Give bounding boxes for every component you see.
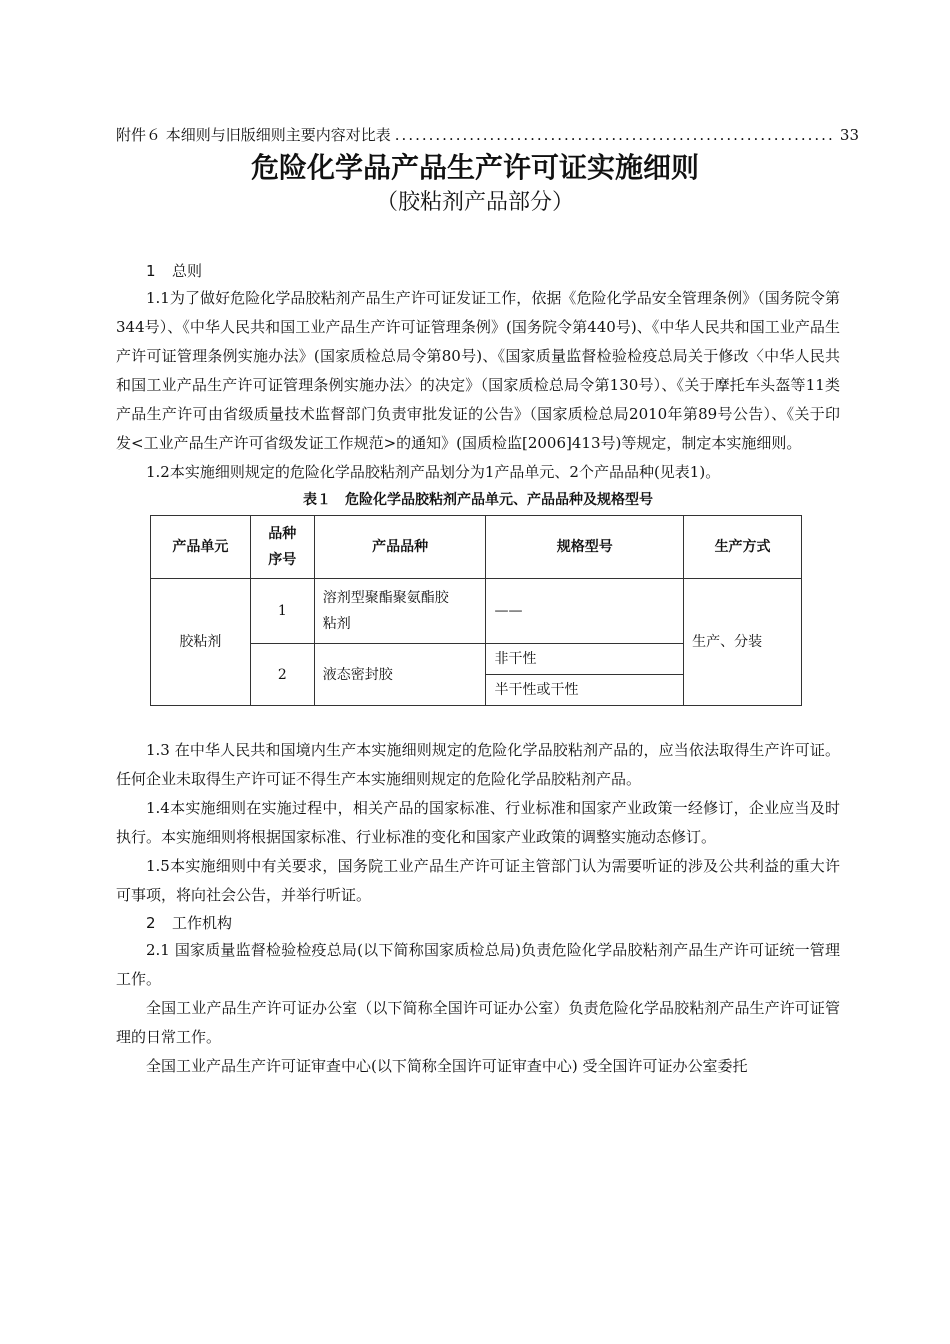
cell-seq-1: 1: [250, 579, 314, 644]
cell-spec-2a: 非干性: [486, 644, 684, 675]
document-body: [116, 258, 840, 1081]
toc-entry: [116, 124, 859, 146]
cell-spec-2b: 半干性或干性: [486, 675, 684, 706]
section-heading-general: [146, 258, 840, 284]
toc-label: 附件６ 本细则与旧版细则主要内容对比表: [116, 126, 391, 144]
table-row: [151, 579, 802, 644]
product-unit-table: [150, 515, 802, 706]
paragraph-1-4: 1.4本实施细则在实施过程中，相关产品的国家标准、行业标准和国家产业政策一经修订，企业应当及时执行。本实施细则将根据国家标准、行业标准的变化和国家产业政策的调整实施动态修订。: [116, 799, 840, 846]
section-title: 总则: [172, 262, 203, 280]
header-variety: 产品品种: [314, 516, 486, 579]
document-subtitle: （胶粘剂产品部分）: [375, 190, 574, 215]
section-number: 2: [146, 914, 156, 932]
section-heading-agency: [146, 910, 840, 936]
cell-spec-1: ——: [486, 579, 684, 644]
toc-page-number: 33: [839, 126, 859, 144]
header-spec: 规格型号: [486, 516, 684, 579]
cell-variety-2: 液态密封胶: [314, 644, 486, 706]
header-seq: 品种 序号: [250, 516, 314, 579]
paragraph-1-5: 1.5本实施细则中有关要求，国务院工业产品生产许可证主管部门认为需要听证的涉及公共利益的重大许可事项，将向社会公告，并举行听证。: [116, 857, 840, 904]
cell-unit: 胶粘剂: [151, 579, 251, 706]
section-number: 1: [146, 262, 156, 280]
cell-variety-1: 溶剂型聚酯聚氨酯胶 粘剂: [314, 579, 486, 644]
paragraph-1-1: 1.1为了做好危险化学品胶粘剂产品生产许可证发证工作，依据《危险化学品安全管理条例》（国务院令第344号）、《中华人民共和国工业产品生产许可证管理条例》(国务院令第440号)、《中华人民共和国工业产品生产许可证管理条例实施办法》(国家质检总局令第80号)、《国家质量监督检验检疫总局关于修改〈中华人民共和国工业产品生产许可证管理条例实施办法〉的决定》（国家质检总局令第130号）、《关于摩托车头盔等11类产品生产许可由省级质量技术监督部门负责审批发证的公告》（国家质检总局2010年第89号公告）、《关于印发<工业产品生产许可省级发证工作规范>的通知》(国质检监[2006]413号)等规定，制定本实施细则。: [116, 289, 840, 452]
paragraph-2-3: 全国工业产品生产许可证审查中心(以下简称全国许可证审查中心) 受全国许可证办公室委托: [146, 1057, 748, 1075]
header-unit: 产品单元: [151, 516, 251, 579]
paragraph-1-2: 1.2本实施细则规定的危险化学品胶粘剂产品划分为1产品单元、2个产品品种(见表1)。: [146, 463, 721, 481]
header-mode: 生产方式: [684, 516, 802, 579]
cell-mode: 生产、分装: [684, 579, 802, 706]
paragraph-2-1: 2.1 国家质量监督检验检疫总局(以下简称国家质检总局)负责危险化学品胶粘剂产品生产许可证统一管理工作。: [116, 941, 840, 988]
document-title: 危险化学品产品生产许可证实施细则: [250, 151, 699, 184]
toc-leader: [395, 124, 836, 146]
paragraph-1-3: 1.3 在中华人民共和国境内生产本实施细则规定的危险化学品胶粘剂产品的，应当依法取得生产许可证。任何企业未取得生产许可证不得生产本实施细则规定的危险化学品胶粘剂产品。: [116, 741, 840, 788]
cell-seq-2: 2: [250, 644, 314, 706]
paragraph-2-2: 全国工业产品生产许可证办公室（以下简称全国许可证办公室）负责危险化学品胶粘剂产品生产许可证管理的日常工作。: [116, 999, 840, 1046]
table-header-row: [151, 516, 802, 579]
table-caption: 表１ 危险化学品胶粘剂产品单元、产品品种及规格型号: [303, 492, 653, 508]
section-title: 工作机构: [172, 914, 233, 932]
